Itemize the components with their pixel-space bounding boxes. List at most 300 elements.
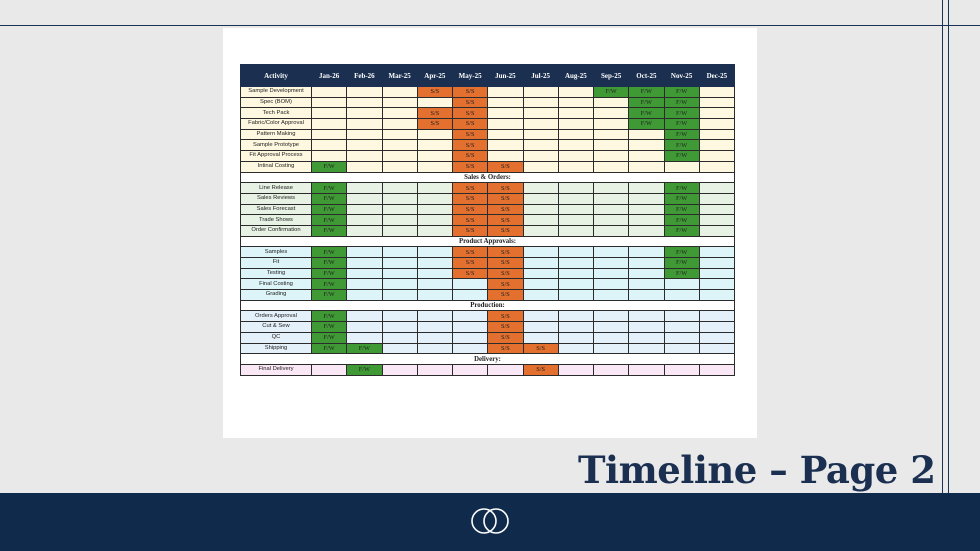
timeline-cell (664, 364, 699, 375)
timeline-cell (417, 151, 452, 162)
timeline-cell (382, 332, 417, 343)
timeline-cell (417, 322, 452, 333)
header-month: Aug-25 (558, 65, 593, 87)
timeline-cell (629, 343, 664, 354)
timeline-cell (699, 311, 734, 322)
timeline-cell (558, 108, 593, 119)
timeline-cell: S/S (453, 247, 488, 258)
timeline-cell: S/S (453, 204, 488, 215)
section-label: Delivery: (241, 354, 735, 365)
timeline-cell (347, 290, 382, 301)
timeline-cell (347, 247, 382, 258)
timeline-cell: S/S (453, 183, 488, 194)
timeline-cell (629, 268, 664, 279)
timeline-cell (417, 204, 452, 215)
table-row (241, 215, 735, 226)
timeline-cell: S/S (488, 290, 523, 301)
timeline-cell (382, 322, 417, 333)
timeline-cell (488, 364, 523, 375)
timeline-cell (347, 183, 382, 194)
table-row (241, 119, 735, 130)
section-label: Product Approvals: (241, 236, 735, 247)
timeline-cell (594, 204, 629, 215)
timeline-cell: S/S (523, 343, 558, 354)
timeline-cell: F/W (664, 108, 699, 119)
timeline-cell (629, 225, 664, 236)
timeline-cell (558, 343, 593, 354)
table-row (241, 225, 735, 236)
timeline-cell (523, 258, 558, 269)
timeline-cell (523, 204, 558, 215)
timeline-cell (629, 193, 664, 204)
timeline-cell (699, 129, 734, 140)
header-month: Mar-25 (382, 65, 417, 87)
timeline-cell (347, 97, 382, 108)
timeline-cell (594, 268, 629, 279)
timeline-cell (453, 364, 488, 375)
table-row (241, 108, 735, 119)
timeline-cell (629, 129, 664, 140)
timeline-cell (523, 119, 558, 130)
timeline-cell: F/W (312, 311, 347, 322)
timeline-cell (382, 279, 417, 290)
timeline-cell (417, 215, 452, 226)
timeline-cell (417, 290, 452, 301)
table-row (241, 247, 735, 258)
timeline-cell: S/S (453, 140, 488, 151)
timeline-cell: F/W (312, 290, 347, 301)
timeline-cell (382, 204, 417, 215)
timeline-cell (382, 215, 417, 226)
timeline-cell (382, 290, 417, 301)
timeline-cell (664, 322, 699, 333)
timeline-cell (629, 204, 664, 215)
timeline-cell: F/W (664, 258, 699, 269)
timeline-cell (417, 343, 452, 354)
table-row (241, 343, 735, 354)
timeline-cell (664, 290, 699, 301)
timeline-cell (382, 140, 417, 151)
top-rule (0, 25, 980, 26)
header-month: Jan-26 (312, 65, 347, 87)
timeline-cell (629, 215, 664, 226)
timeline-cell (347, 193, 382, 204)
table-row (241, 364, 735, 375)
timeline-cell (523, 87, 558, 98)
timeline-cell: F/W (312, 268, 347, 279)
timeline-cell (382, 364, 417, 375)
timeline-cell: S/S (453, 161, 488, 172)
timeline-cell (347, 311, 382, 322)
timeline-cell (699, 279, 734, 290)
timeline-cell (382, 97, 417, 108)
activity-label: Shipping (241, 343, 312, 354)
timeline-cell (629, 247, 664, 258)
timeline-cell (312, 140, 347, 151)
timeline-cell (558, 140, 593, 151)
timeline-cell: S/S (453, 215, 488, 226)
table-row (241, 97, 735, 108)
header-row (241, 65, 735, 87)
timeline-cell: S/S (488, 258, 523, 269)
timeline-cell (558, 279, 593, 290)
section-row (241, 172, 735, 183)
timeline-cell (347, 87, 382, 98)
table-row (241, 322, 735, 333)
timeline-cell (382, 343, 417, 354)
timeline-cell: F/W (312, 322, 347, 333)
timeline-cell (699, 332, 734, 343)
activity-label: Spec (BOM) (241, 97, 312, 108)
timeline-cell (594, 290, 629, 301)
timeline-cell (523, 247, 558, 258)
timeline-cell (629, 290, 664, 301)
timeline-cell: S/S (453, 151, 488, 162)
timeline-cell: F/W (664, 119, 699, 130)
timeline-cell (523, 161, 558, 172)
timeline-cell (523, 140, 558, 151)
timeline-cell (594, 322, 629, 333)
timeline-cell (312, 87, 347, 98)
timeline-cell (523, 108, 558, 119)
timeline-cell (453, 343, 488, 354)
timeline-cell (312, 151, 347, 162)
timeline-cell (453, 322, 488, 333)
right-rule-outer (942, 0, 943, 551)
table-row (241, 151, 735, 162)
timeline-cell (347, 322, 382, 333)
activity-label: Sales Reviews (241, 193, 312, 204)
timeline-cell (629, 140, 664, 151)
footer-bar (0, 493, 980, 551)
timeline-cell (347, 332, 382, 343)
activity-label: Trade Shows (241, 215, 312, 226)
timeline-cell (382, 258, 417, 269)
table-row (241, 279, 735, 290)
table-row (241, 290, 735, 301)
timeline-cell (594, 183, 629, 194)
header-month: Jun-25 (488, 65, 523, 87)
timeline-cell (594, 108, 629, 119)
timeline-cell (664, 332, 699, 343)
table-row (241, 204, 735, 215)
timeline-cell (594, 140, 629, 151)
header-activity: Activity (241, 65, 312, 87)
timeline-cell (347, 161, 382, 172)
timeline-cell (699, 225, 734, 236)
timeline-cell (312, 129, 347, 140)
timeline-cell (629, 258, 664, 269)
timeline-cell (312, 119, 347, 130)
timeline-cell: S/S (488, 183, 523, 194)
timeline-cell (558, 225, 593, 236)
header-month: Feb-26 (347, 65, 382, 87)
timeline-cell: F/W (312, 258, 347, 269)
timeline-cell (417, 183, 452, 194)
timeline-cell (523, 129, 558, 140)
timeline-cell (453, 332, 488, 343)
timeline-cell (594, 258, 629, 269)
timeline-cell (699, 140, 734, 151)
activity-label: Samples (241, 247, 312, 258)
timeline-cell (417, 129, 452, 140)
timeline-cell (382, 268, 417, 279)
timeline-cell: F/W (664, 87, 699, 98)
timeline-cell (417, 268, 452, 279)
timeline-cell: S/S (453, 87, 488, 98)
timeline-cell (594, 151, 629, 162)
activity-label: Pattern Making (241, 129, 312, 140)
timeline-cell (629, 322, 664, 333)
table-row (241, 332, 735, 343)
timeline-cell (699, 343, 734, 354)
timeline-cell (417, 332, 452, 343)
timeline-cell (382, 225, 417, 236)
timeline-cell: S/S (488, 204, 523, 215)
timeline-cell: S/S (488, 343, 523, 354)
timeline-cell (699, 322, 734, 333)
timeline-cell: S/S (488, 279, 523, 290)
timeline-cell: F/W (312, 204, 347, 215)
table-row (241, 193, 735, 204)
timeline-cell (594, 193, 629, 204)
timeline-cell (629, 364, 664, 375)
timeline-cell: F/W (664, 193, 699, 204)
timeline-cell: F/W (594, 87, 629, 98)
activity-label: Sample Prototype (241, 140, 312, 151)
timeline-cell (523, 151, 558, 162)
timeline-cell (699, 97, 734, 108)
timeline-cell (417, 225, 452, 236)
timeline-cell (558, 193, 593, 204)
timeline-cell: F/W (664, 97, 699, 108)
timeline-cell (417, 193, 452, 204)
timeline-cell (629, 151, 664, 162)
timeline-cell: F/W (312, 161, 347, 172)
table-row (241, 258, 735, 269)
timeline-cell (558, 119, 593, 130)
timeline-cell: F/W (312, 332, 347, 343)
timeline-cell (699, 290, 734, 301)
table-body (241, 87, 735, 376)
timeline-cell (594, 119, 629, 130)
activity-label: Sales Forecast (241, 204, 312, 215)
timeline-cell (594, 247, 629, 258)
timeline-cell: S/S (453, 119, 488, 130)
timeline-cell (558, 129, 593, 140)
header-month: Nov-25 (664, 65, 699, 87)
timeline-cell: F/W (312, 343, 347, 354)
timeline-cell (558, 332, 593, 343)
section-label: Production: (241, 300, 735, 311)
activity-label: Fit Approval Process (241, 151, 312, 162)
timeline-cell (699, 183, 734, 194)
timeline-cell (699, 204, 734, 215)
timeline-cell: S/S (488, 215, 523, 226)
timeline-cell (558, 290, 593, 301)
timeline-cell (417, 161, 452, 172)
timeline-cell (382, 151, 417, 162)
timeline-cell (558, 258, 593, 269)
right-rule-inner (948, 0, 949, 551)
timeline-cell (558, 215, 593, 226)
timeline-cell (699, 364, 734, 375)
timeline-cell (523, 183, 558, 194)
timeline-cell: S/S (488, 161, 523, 172)
timeline-cell (347, 279, 382, 290)
table-row (241, 140, 735, 151)
timeline-cell (699, 161, 734, 172)
timeline-cell: F/W (629, 87, 664, 98)
timeline-cell: F/W (312, 225, 347, 236)
timeline-cell (664, 311, 699, 322)
timeline-cell: S/S (488, 322, 523, 333)
timeline-cell (417, 279, 452, 290)
timeline-cell: F/W (629, 97, 664, 108)
timeline-cell (699, 119, 734, 130)
timeline-cell (558, 87, 593, 98)
timeline-cell (488, 108, 523, 119)
activity-label: Sample Development (241, 87, 312, 98)
timeline-cell: S/S (453, 108, 488, 119)
timeline-cell (488, 87, 523, 98)
activity-label: Testing (241, 268, 312, 279)
timeline-cell (347, 258, 382, 269)
timeline-cell (558, 161, 593, 172)
timeline-cell (488, 97, 523, 108)
timeline-cell (417, 364, 452, 375)
timeline-cell (558, 364, 593, 375)
timeline-cell: F/W (664, 268, 699, 279)
timeline-cell (699, 193, 734, 204)
timeline-cell: F/W (312, 183, 347, 194)
timeline-cell (594, 343, 629, 354)
timeline-cell (699, 87, 734, 98)
timeline-cell (453, 279, 488, 290)
timeline-cell: S/S (417, 119, 452, 130)
timeline-cell: S/S (453, 129, 488, 140)
timeline-table (240, 64, 735, 376)
timeline-cell (558, 204, 593, 215)
timeline-cell (417, 140, 452, 151)
timeline-cell (699, 268, 734, 279)
timeline-cell (417, 97, 452, 108)
timeline-cell (382, 161, 417, 172)
activity-label: Final Delivery (241, 364, 312, 375)
activity-label: Grading (241, 290, 312, 301)
timeline-cell (699, 151, 734, 162)
timeline-cell (347, 140, 382, 151)
timeline-cell (558, 247, 593, 258)
timeline-cell (312, 364, 347, 375)
timeline-cell (629, 161, 664, 172)
timeline-cell: F/W (664, 151, 699, 162)
timeline-cell (558, 311, 593, 322)
table-row (241, 87, 735, 98)
timeline-cell (629, 311, 664, 322)
timeline-cell (558, 183, 593, 194)
timeline-cell (664, 343, 699, 354)
timeline-cell: F/W (312, 193, 347, 204)
timeline-cell (417, 311, 452, 322)
timeline-cell: S/S (488, 225, 523, 236)
timeline-cell (417, 258, 452, 269)
timeline-cell (523, 332, 558, 343)
timeline-cell: F/W (312, 279, 347, 290)
timeline-cell: F/W (664, 129, 699, 140)
timeline-cell: S/S (488, 332, 523, 343)
timeline-cell (523, 311, 558, 322)
timeline-cell (523, 268, 558, 279)
page-title: Timeline – Page 2 (578, 448, 936, 492)
header-month: Sep-25 (594, 65, 629, 87)
activity-label: Cut & Sew (241, 322, 312, 333)
timeline-cell (664, 279, 699, 290)
timeline-cell (417, 247, 452, 258)
timeline-cell (382, 183, 417, 194)
timeline-cell (699, 258, 734, 269)
timeline-cell (664, 161, 699, 172)
timeline-cell (347, 225, 382, 236)
timeline-cell (347, 204, 382, 215)
timeline-cell (558, 151, 593, 162)
interlocking-rings-icon (466, 506, 514, 536)
timeline-cell (699, 247, 734, 258)
timeline-cell (488, 151, 523, 162)
section-label: Sales & Orders: (241, 172, 735, 183)
table-row (241, 311, 735, 322)
timeline-cell (699, 108, 734, 119)
timeline-cell: S/S (453, 268, 488, 279)
timeline-cell: S/S (488, 193, 523, 204)
timeline-cell (629, 332, 664, 343)
timeline-cell: F/W (629, 108, 664, 119)
timeline-cell: S/S (488, 268, 523, 279)
timeline-cell (382, 119, 417, 130)
timeline-cell: S/S (453, 225, 488, 236)
timeline-cell: S/S (453, 193, 488, 204)
timeline-cell (347, 119, 382, 130)
timeline-cell (558, 268, 593, 279)
activity-label: Intinal Costing (241, 161, 312, 172)
timeline-cell (594, 364, 629, 375)
timeline-cell (382, 108, 417, 119)
timeline-cell (382, 247, 417, 258)
timeline-cell: F/W (312, 215, 347, 226)
timeline-cell (594, 311, 629, 322)
timeline-cell (312, 97, 347, 108)
timeline-cell: S/S (488, 247, 523, 258)
timeline-cell (523, 193, 558, 204)
timeline-cell (699, 215, 734, 226)
timeline-cell: S/S (453, 258, 488, 269)
header-month: Apr-25 (417, 65, 452, 87)
timeline-cell: F/W (664, 183, 699, 194)
timeline-cell: S/S (488, 311, 523, 322)
timeline-cell (347, 108, 382, 119)
timeline-cell: S/S (417, 108, 452, 119)
header-month: Oct-25 (629, 65, 664, 87)
table-row (241, 183, 735, 194)
timeline-cell (347, 151, 382, 162)
timeline-cell (523, 279, 558, 290)
timeline-cell: F/W (664, 204, 699, 215)
table-row (241, 129, 735, 140)
activity-label: Fabric/Color Approval (241, 119, 312, 130)
timeline-cell: F/W (347, 364, 382, 375)
timeline-cell (347, 215, 382, 226)
timeline-cell (453, 290, 488, 301)
